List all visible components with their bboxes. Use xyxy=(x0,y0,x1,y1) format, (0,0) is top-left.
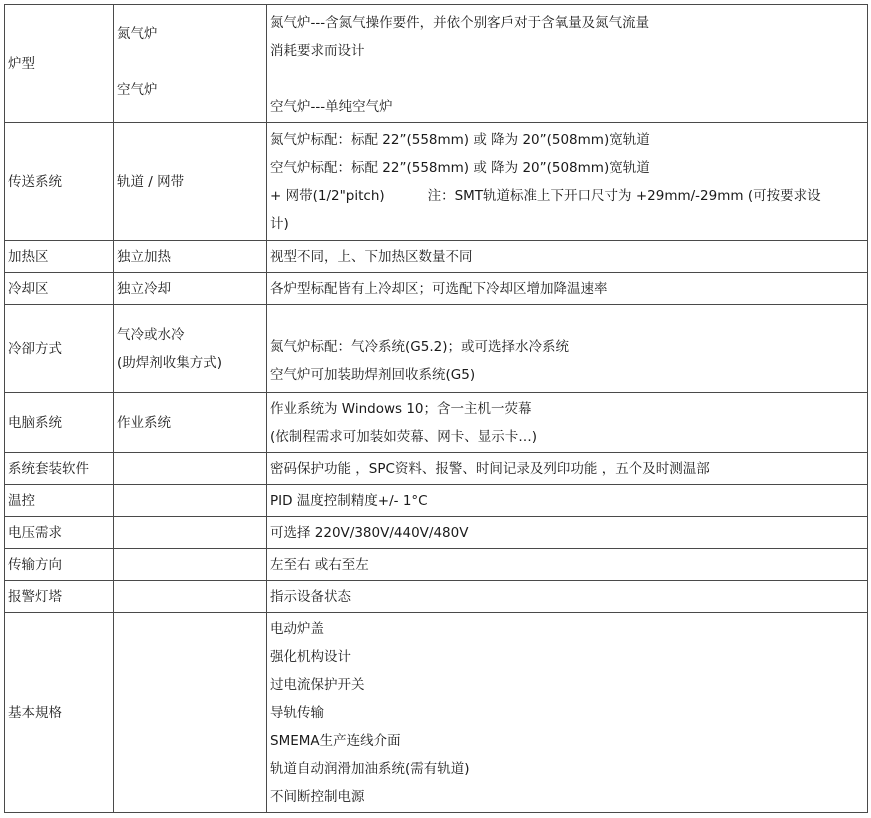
type-cell: 作业系统 xyxy=(114,393,267,453)
category-cell: 系统套装软件 xyxy=(5,453,114,485)
type-cell: 独立冷却 xyxy=(114,273,267,305)
type-cell xyxy=(114,613,267,813)
category-cell: 冷卻方式 xyxy=(5,305,114,393)
detail-line: 导轨传输 xyxy=(270,704,324,721)
spec-table xyxy=(4,4,868,813)
type-cell: 独立加热 xyxy=(114,241,267,273)
detail-line: 电动炉盖 xyxy=(270,620,324,637)
table-row xyxy=(5,273,868,305)
detail-cell: 左至右 或右至左 xyxy=(267,549,868,581)
category-cell: 冷却区 xyxy=(5,273,114,305)
detail-line: 消耗要求而设计 xyxy=(270,43,365,59)
type-cell xyxy=(114,5,267,123)
type-line: 空气炉 xyxy=(117,82,158,98)
detail-line: (依制程需求可加装如荧幕、网卡、显示卡…) xyxy=(270,428,538,445)
category-cell: 温控 xyxy=(5,485,114,517)
detail-line: 氮气炉---含氮气操作要件，并依个别客戶对于含氧量及氮气流量 xyxy=(270,15,650,31)
type-cell xyxy=(114,305,267,393)
detail-line: + 网带(1/2"pitch) 注：SMT轨道标准上下开口尺寸为 +29mm/-29mm (可按要求设 xyxy=(270,187,821,204)
detail-line: 空气炉可加装助焊剂回收系统(G5) xyxy=(270,367,476,383)
category-cell: 传送系统 xyxy=(5,123,114,241)
table-row xyxy=(5,613,868,813)
table-row xyxy=(5,453,868,485)
category-cell: 加热区 xyxy=(5,241,114,273)
detail-line: SMEMA生产连线介面 xyxy=(270,732,401,749)
type-cell xyxy=(114,581,267,613)
detail-line: 不间断控制电源 xyxy=(270,788,365,805)
table-row xyxy=(5,581,868,613)
type-cell xyxy=(114,549,267,581)
detail-line: 空气炉---单纯空气炉 xyxy=(270,99,393,115)
detail-line: 氮气炉标配：气冷系统(G5.2)；或可选择水冷系统 xyxy=(270,339,569,355)
category-cell: 基本規格 xyxy=(5,613,114,813)
type-line: (助焊剂收集方式) xyxy=(117,355,223,371)
detail-line: 强化机构设计 xyxy=(270,648,351,665)
table-row xyxy=(5,5,868,123)
table-row xyxy=(5,549,868,581)
detail-cell: 视型不同，上、下加热区数量不同 xyxy=(267,241,868,273)
table-row xyxy=(5,305,868,393)
detail-line: 空气炉标配：标配 22”(558mm) 或 降为 20”(508mm)宽轨道 xyxy=(270,159,650,176)
type-cell xyxy=(114,453,267,485)
detail-cell: 各炉型标配皆有上冷却区；可选配下冷却区增加降温速率 xyxy=(267,273,868,305)
detail-line: 过电流保护开关 xyxy=(270,676,365,693)
detail-cell xyxy=(267,305,868,393)
detail-cell: PID 温度控制精度+/- 1°C xyxy=(267,485,868,517)
category-cell: 电脑系统 xyxy=(5,393,114,453)
detail-cell: 密码保护功能 ，SPC资料、报警、时间记录及列印功能 ，五个及时测温部 xyxy=(267,453,868,485)
type-line: 气冷或水冷 xyxy=(117,327,185,343)
detail-cell xyxy=(267,393,868,453)
detail-cell xyxy=(267,613,868,813)
table-row xyxy=(5,241,868,273)
detail-cell xyxy=(267,123,868,241)
table-row xyxy=(5,393,868,453)
type-cell xyxy=(114,485,267,517)
category-cell: 传输方向 xyxy=(5,549,114,581)
detail-line: 计) xyxy=(270,215,289,232)
detail-line: 作业系统为 Windows 10；含一主机一荧幕 xyxy=(270,400,532,417)
table-row xyxy=(5,485,868,517)
detail-cell xyxy=(267,5,868,123)
table-row xyxy=(5,123,868,241)
category-cell: 报警灯塔 xyxy=(5,581,114,613)
type-cell: 轨道 / 网带 xyxy=(114,123,267,241)
category-cell: 电压需求 xyxy=(5,517,114,549)
type-line: 氮气炉 xyxy=(117,26,158,42)
detail-cell: 指示设备状态 xyxy=(267,581,868,613)
category-cell: 炉型 xyxy=(5,5,114,123)
detail-line: 氮气炉标配：标配 22”(558mm) 或 降为 20”(508mm)宽轨道 xyxy=(270,131,650,148)
detail-cell: 可选择 220V/380V/440V/480V xyxy=(267,517,868,549)
type-cell xyxy=(114,517,267,549)
table-row xyxy=(5,517,868,549)
detail-line: 轨道自动润滑加油系统(需有轨道) xyxy=(270,760,470,777)
